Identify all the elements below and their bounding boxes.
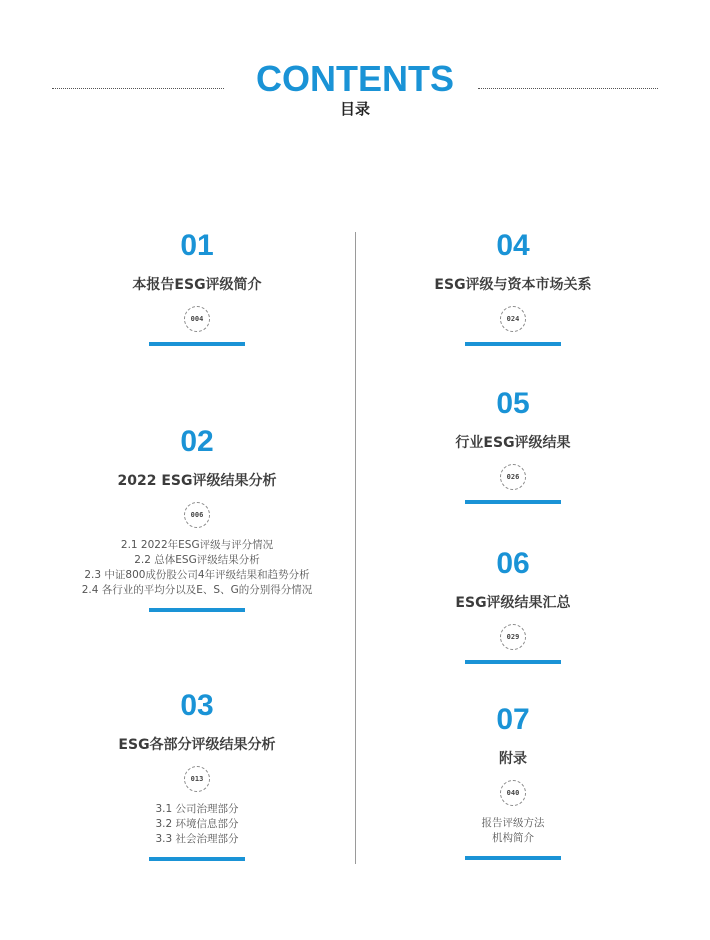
page-number-badge: 029 [500, 624, 526, 650]
page-number-badge: 026 [500, 464, 526, 490]
subsection-item[interactable]: 3.2 环境信息部分 [155, 818, 239, 830]
page-title: CONTENTS [256, 58, 454, 99]
section-title[interactable]: ESG评级与资本市场关系 [434, 277, 592, 293]
toc-section-05[interactable] [348, 388, 678, 504]
subsection-item[interactable]: 2.1 2022年ESG评级与评分情况 [120, 539, 274, 551]
toc-section-01[interactable] [32, 230, 362, 346]
section-number: 07 [496, 703, 530, 736]
section-number: 01 [180, 229, 214, 262]
subsection-list [32, 802, 362, 847]
accent-bar [465, 500, 561, 504]
page-number-badge: 004 [184, 306, 210, 332]
toc-section-03[interactable] [32, 690, 362, 861]
page-number-badge: 013 [184, 766, 210, 792]
subsection-item[interactable]: 2.2 总体ESG评级结果分析 [134, 554, 260, 566]
section-title[interactable]: ESG评级结果汇总 [455, 595, 571, 611]
subsection-item[interactable]: 报告评级方法 [481, 817, 545, 829]
subsection-item[interactable]: 2.4 各行业的平均分以及E、S、G的分别得分情况 [81, 584, 313, 596]
subsection-item[interactable]: 2.3 中证800成份股公司4年评级结果和趋势分析 [84, 569, 310, 581]
toc-section-02[interactable] [32, 426, 362, 612]
section-title[interactable]: 附录 [499, 751, 527, 767]
accent-bar [149, 342, 245, 346]
section-number: 06 [496, 547, 530, 580]
toc-section-06[interactable] [348, 548, 678, 664]
page-number-badge: 024 [500, 306, 526, 332]
section-title[interactable]: 本报告ESG评级简介 [132, 277, 262, 293]
section-number: 05 [496, 387, 530, 420]
accent-bar [149, 608, 245, 612]
accent-bar [465, 856, 561, 860]
section-number: 04 [496, 229, 530, 262]
subsection-list [32, 538, 362, 598]
accent-bar [149, 857, 245, 861]
subsection-item[interactable]: 机构简介 [492, 832, 534, 844]
toc-section-04[interactable] [348, 230, 678, 346]
accent-bar [465, 660, 561, 664]
section-title[interactable]: 行业ESG评级结果 [455, 435, 571, 451]
accent-bar [465, 342, 561, 346]
page-subtitle: 目录 [339, 100, 370, 118]
page-number-badge: 006 [184, 502, 210, 528]
toc-section-07[interactable] [348, 704, 678, 860]
section-number: 03 [180, 689, 214, 722]
section-title[interactable]: ESG各部分评级结果分析 [118, 737, 276, 753]
page-number-badge: 040 [500, 780, 526, 806]
section-number: 02 [180, 425, 214, 458]
subsection-list [348, 816, 678, 846]
section-title[interactable]: 2022 ESG评级结果分析 [117, 473, 277, 489]
subsection-item[interactable]: 3.3 社会治理部分 [155, 833, 239, 845]
subsection-item[interactable]: 3.1 公司治理部分 [155, 803, 239, 815]
